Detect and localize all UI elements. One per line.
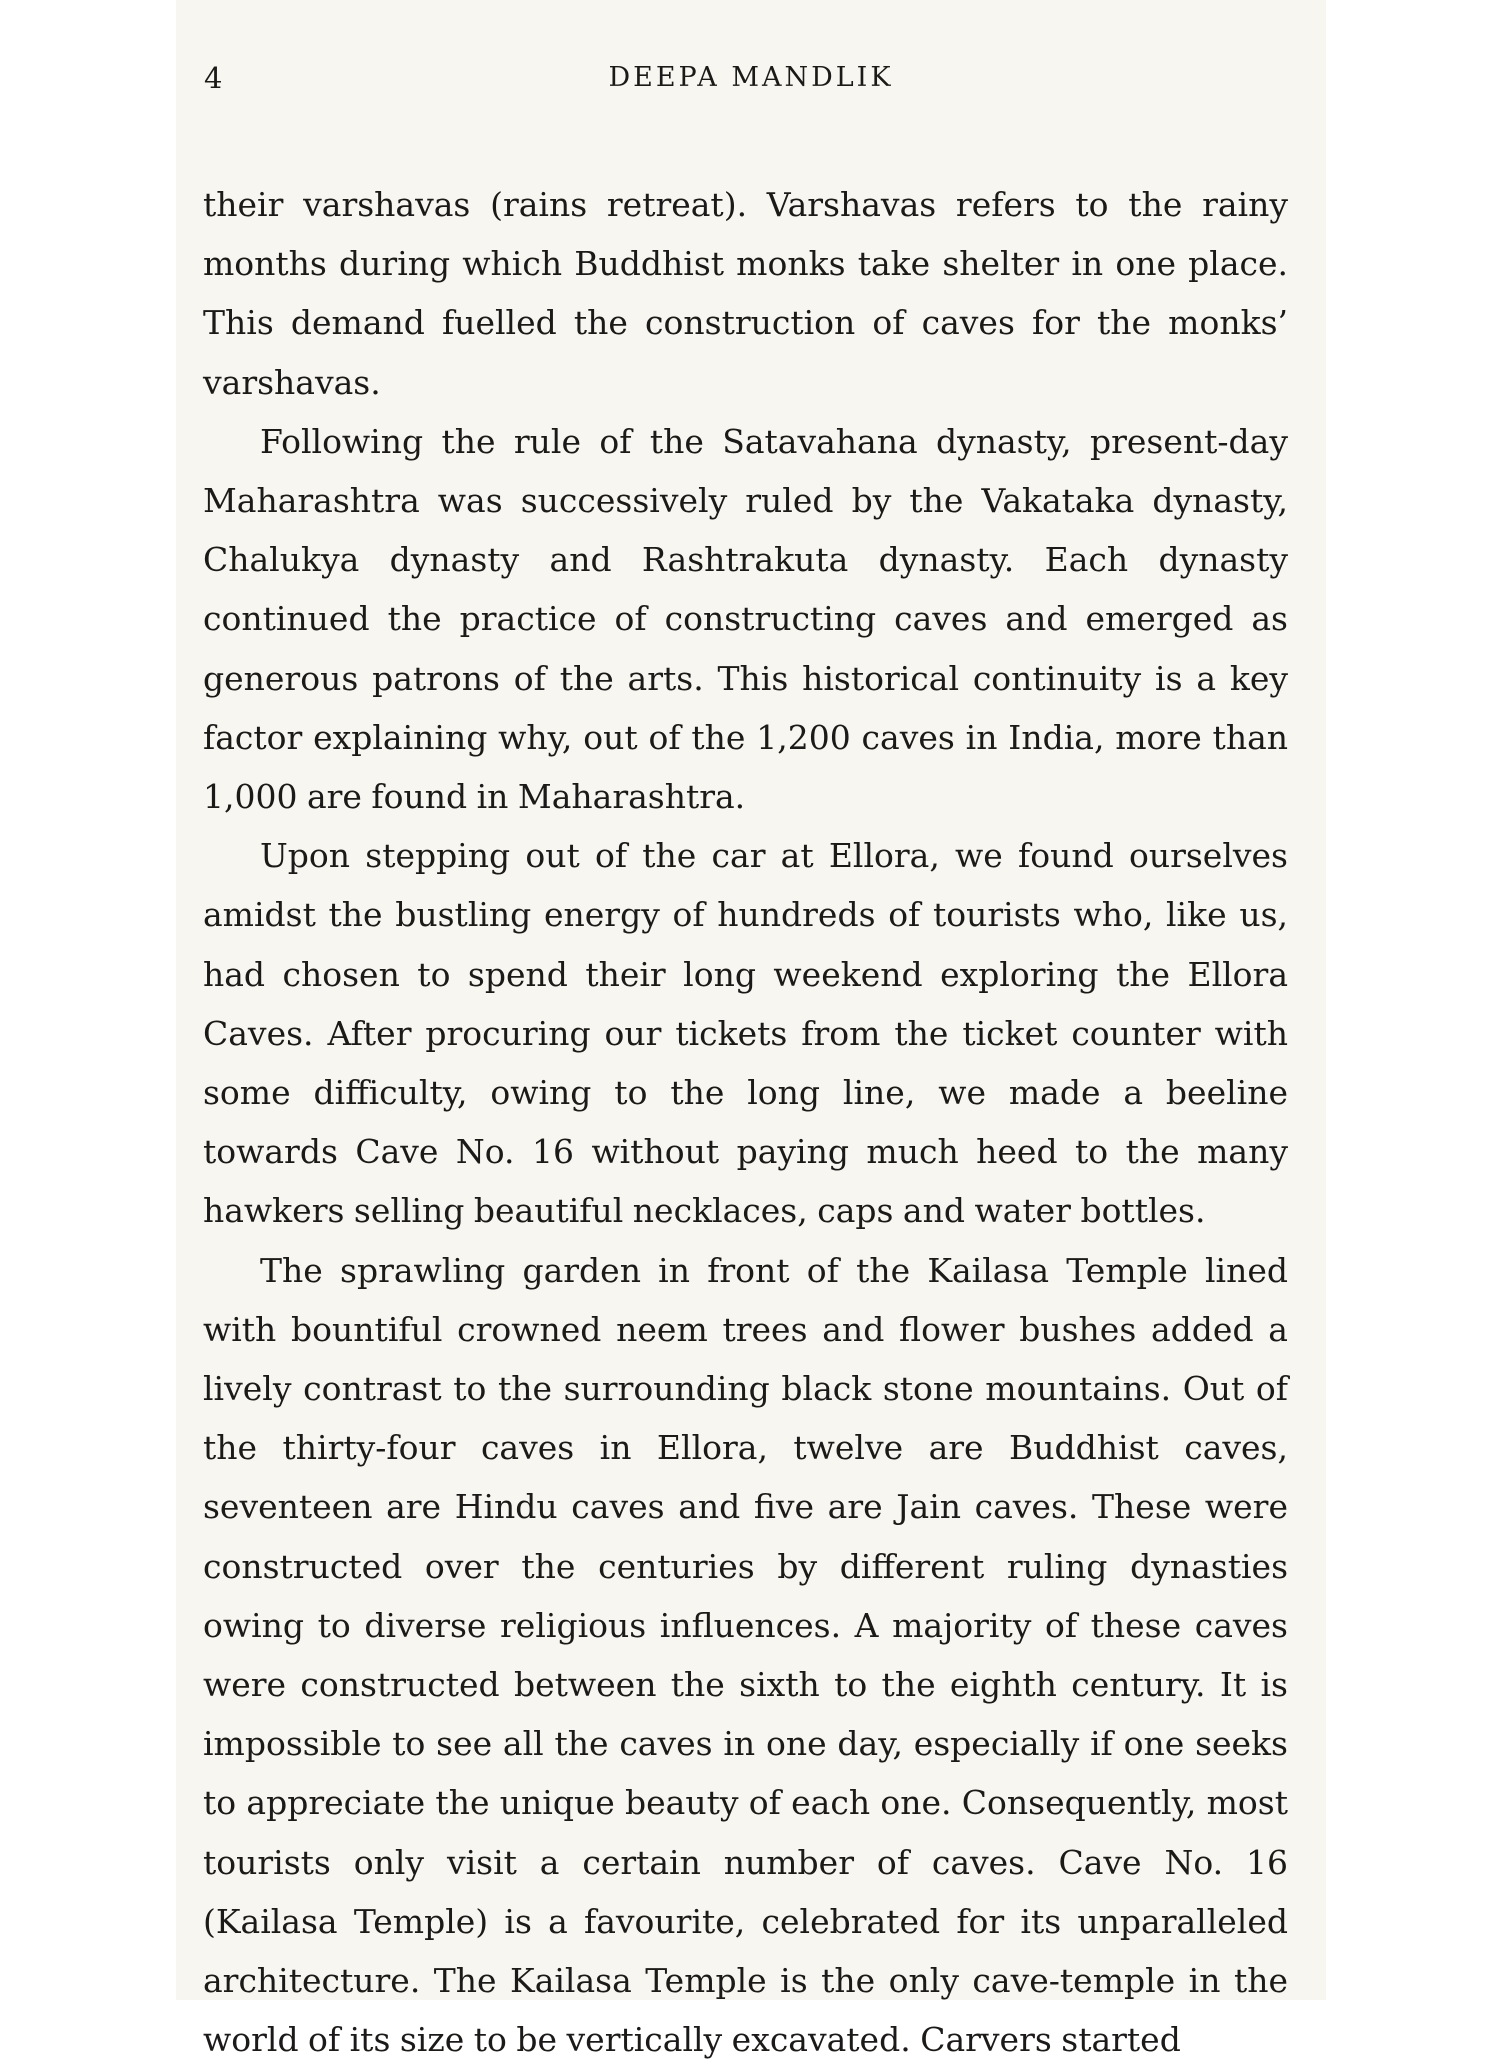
paragraph: Upon stepping out of the car at Ellora, we found ourselves amidst the bustling energy of hundreds of tourists who, like us, had chosen to spend their long weekend exploring the Ellora Caves. After procuring our tickets from the ticket counter with some difficulty, owing to the long line, we made a beeline towards Cave No. 16 without paying much heed to the many hawkers selling beautiful necklaces, caps and water bottles.: [203, 836, 1288, 1231]
running-head: [176, 58, 1326, 98]
book-page: [176, 0, 1326, 2060]
page-number: 4: [204, 61, 223, 95]
paragraph: Following the rule of the Satavahana dynasty, present-day Maharashtra was successively ruled by the Vakataka dynasty, Chalukya dynasty and Rashtrakuta dynasty. Each dynasty continued the practice of constructing caves and emerged as generous patrons of the arts. This historical continuity is a key factor explaining why, out of the 1,200 caves in India, more than 1,000 are found in Maharashtra.: [203, 421, 1288, 817]
body-text: [203, 175, 1288, 2070]
paragraph: their varshavas (rains retreat). Varshavas refers to the rainy months during which Buddhist monks take shelter in one place. This demand fuelled the construction of caves for the monks’ varshavas.: [203, 185, 1288, 402]
running-head-author: DEEPA MANDLIK: [608, 62, 894, 93]
paragraph: The sprawling garden in front of the Kailasa Temple lined with bountiful crowned neem trees and flower bushes added a lively contrast to the surrounding black stone mountains. Out of the thirty-four caves in Ellora, twelve are Buddhist caves, seventeen are Hindu caves and five are Jain caves. These were constructed over the centuries by different ruling dynasties owing to diverse religious influences. A majority of these caves were constructed between the sixth to the eighth century. It is impossible to see all the caves in one day, especially if one seeks to appreciate the unique beauty of each one. Consequently, most tourists only visit a certain number of caves. Cave No. 16 (Kailasa Temple) is a favourite, celebrated for its unparalleled architecture. The Kailasa Temple is the only cave-temple in the world of its size to be vertically excavated. Carvers started: [203, 1250, 1288, 2060]
